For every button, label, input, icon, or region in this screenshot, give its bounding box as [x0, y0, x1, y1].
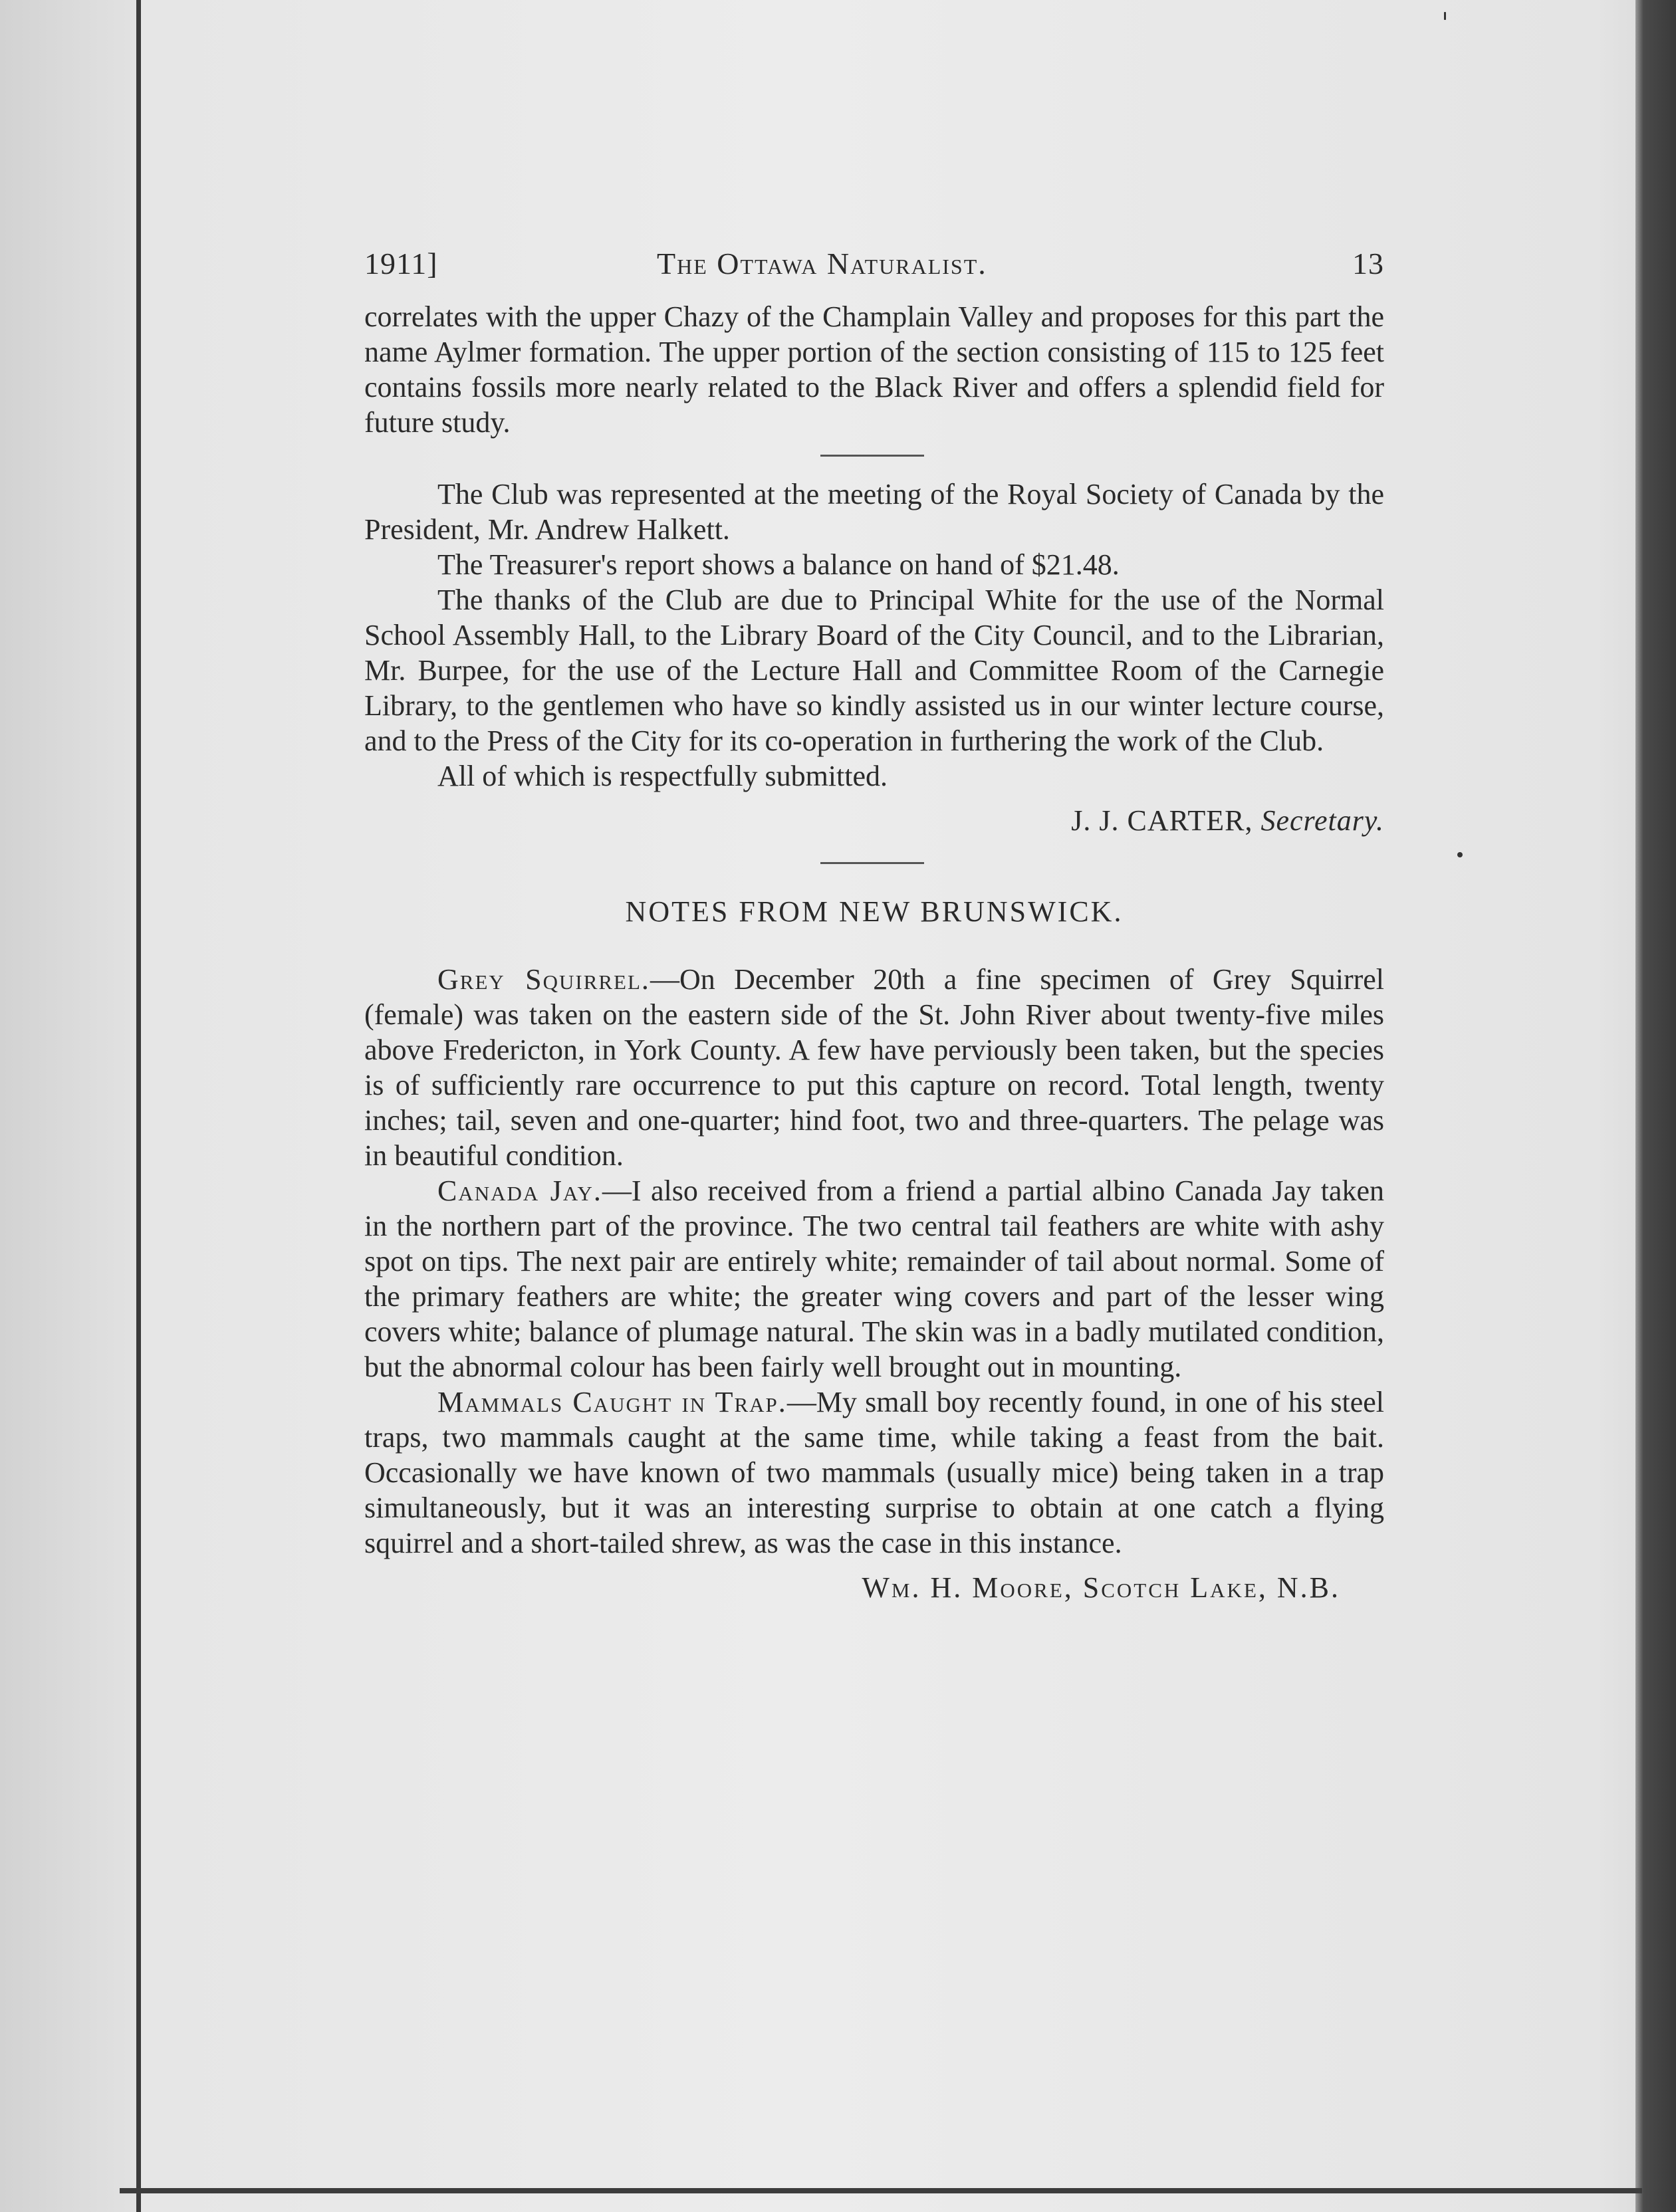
- report-paragraph-treasurer: The Treasurer's report shows a balance on hand of $21.48.: [437, 548, 1120, 581]
- report-paragraph-royal-society: The Club was represented at the meeting of the Royal Society of Canada by the President, Mr. Andrew Halkett.: [364, 478, 1384, 546]
- page-right-edge: [1635, 0, 1676, 2212]
- scan-speck: [1444, 12, 1446, 20]
- note-canada-jay: [364, 1173, 1384, 1384]
- binding-edge: [136, 0, 141, 2212]
- page-content: [364, 246, 1384, 1605]
- report-paragraph-thanks: The thanks of the Club are due to Principal White for the use of the Normal School Assembly Hall, to the Library Board of the City Council, and to the Librarian, Mr. Burpee, for the use of the Lecture Hall and Committee Room of the Carnegie Library, to the gentlemen who have so kindly assisted us in our winter lecture course, and to the Press of the City for its co-operation in furthering the work of the Club.: [364, 584, 1384, 757]
- note-lead-in: Grey Squirrel.: [437, 963, 650, 996]
- note-lead-in: Canada Jay.: [437, 1174, 602, 1207]
- note-lead-in: Mammals Caught in Trap.: [437, 1386, 787, 1418]
- secretary-role: Secretary.: [1260, 804, 1384, 837]
- note-body: —I also received from a friend a partial albino Canada Jay taken in the northern part of the province. The two central tail feathers are white with ashy spot on tips. The next pair are entirely white; remainder of tail about normal. Some of the primary feathers are white; the greater wing covers and part of the lesser wing covers white; balance of plumage natural. The skin was in a badly mutilated condition, but the abnormal colour has been fairly well brought out in mounting.: [364, 1174, 1384, 1383]
- page-bottom-edge: [120, 2188, 1642, 2193]
- note-body: —On December 20th a fine specimen of Grey Squirrel (female) was taken on the eastern side of the St. John River about twenty-five miles above Fredericton, in York County. A few have perviously been taken, but the species is of sufficiently rare occurrence to put this capture on record. Total length, twenty inches; tail, seven and one-quarter; hind foot, two and three-quarters. The pelage was in beautiful condition.: [364, 963, 1384, 1172]
- header-journal-title: The Ottawa Naturalist.: [657, 247, 987, 280]
- page-number: 13: [1352, 247, 1384, 280]
- contributor-signature: Wm. H. Moore, Scotch Lake, N.B.: [862, 1571, 1340, 1604]
- secretary-signature: [364, 803, 1384, 838]
- note-mammals-trap: [364, 1384, 1384, 1561]
- note-body: —My small boy recently found, in one of his steel traps, two mammals caught at the same time, while taking a feast from the bait. Occasionally we have known of two mammals (usually mice) being taken in a trap simultaneously, but it was an interesting surprise to obtain at one catch a flying squirrel and a short-tailed shrew, as was the case in this instance.: [364, 1386, 1384, 1559]
- intro-paragraph: correlates with the upper Chazy of the Champlain Valley and proposes for this part the name Aylmer formation. The upper portion of the section consisting of 115 to 125 feet contains fossils more nearly related to the Black River and offers a splendid field for future study.: [364, 300, 1384, 439]
- header-year: 1911]: [364, 247, 438, 280]
- report-paragraph-submitted: All of which is respectfully submitted.: [437, 760, 888, 792]
- binding-shadow: [0, 0, 136, 2212]
- secretary-name: J. J. CARTER,: [1071, 804, 1253, 837]
- scan-speck: [1457, 852, 1463, 857]
- running-header: [364, 246, 1384, 299]
- section-divider: [820, 455, 924, 457]
- section-divider: [820, 862, 924, 864]
- note-grey-squirrel: [364, 962, 1384, 1173]
- notes-section-title: NOTES FROM NEW BRUNSWICK.: [625, 895, 1124, 928]
